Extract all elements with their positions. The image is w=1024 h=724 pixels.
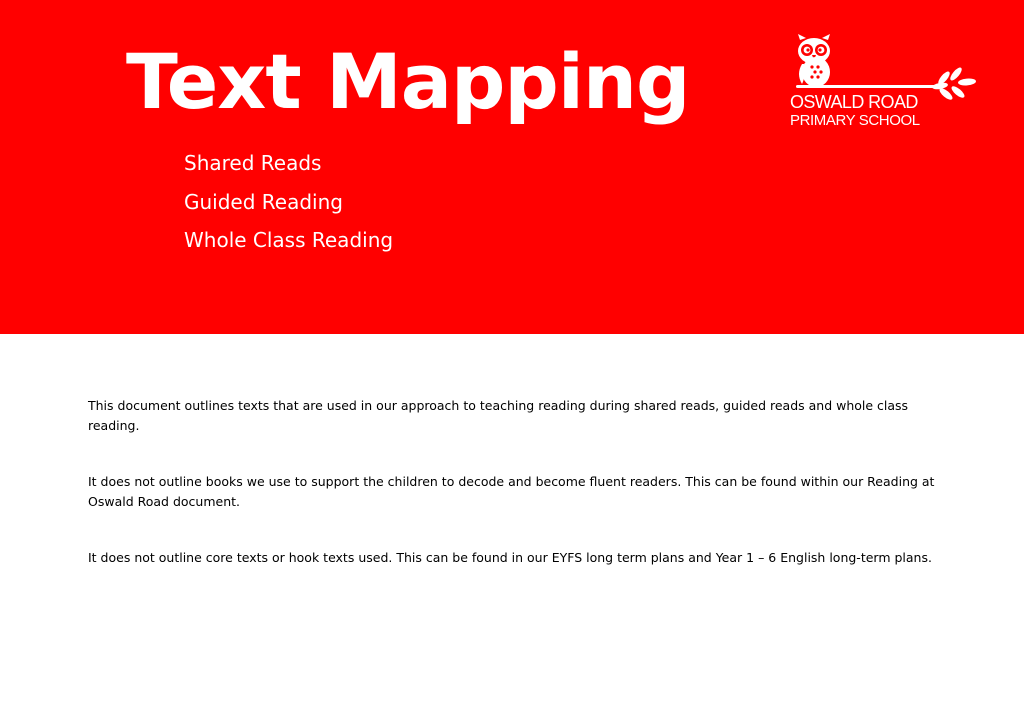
subtitle-shared-reads: Shared Reads xyxy=(184,151,322,175)
school-logo xyxy=(788,34,978,134)
paragraph-decoding-note: It does not outline books we use to support the children to decode and become fluent readers. This can be found within our Reading at Oswald Road document. xyxy=(88,474,935,509)
school-name: OSWALD ROAD xyxy=(790,92,918,112)
document-body xyxy=(88,396,948,605)
school-subtitle: PRIMARY SCHOOL xyxy=(790,112,920,129)
header-banner xyxy=(0,0,1024,334)
paragraph-intro: This document outlines texts that are used in our approach to teaching reading during shared reads, guided reads and whole class reading. xyxy=(88,398,909,433)
paragraph-core-texts-note: It does not outline core texts or hook texts used. This can be found in our EYFS long term plans and Year 1 – 6 English long-term plans. xyxy=(88,550,932,565)
subtitle-whole-class-reading: Whole Class Reading xyxy=(184,228,394,252)
subtitle-list xyxy=(184,144,393,260)
subtitle-guided-reading: Guided Reading xyxy=(184,189,343,214)
page-title: Text Mapping xyxy=(126,37,690,126)
